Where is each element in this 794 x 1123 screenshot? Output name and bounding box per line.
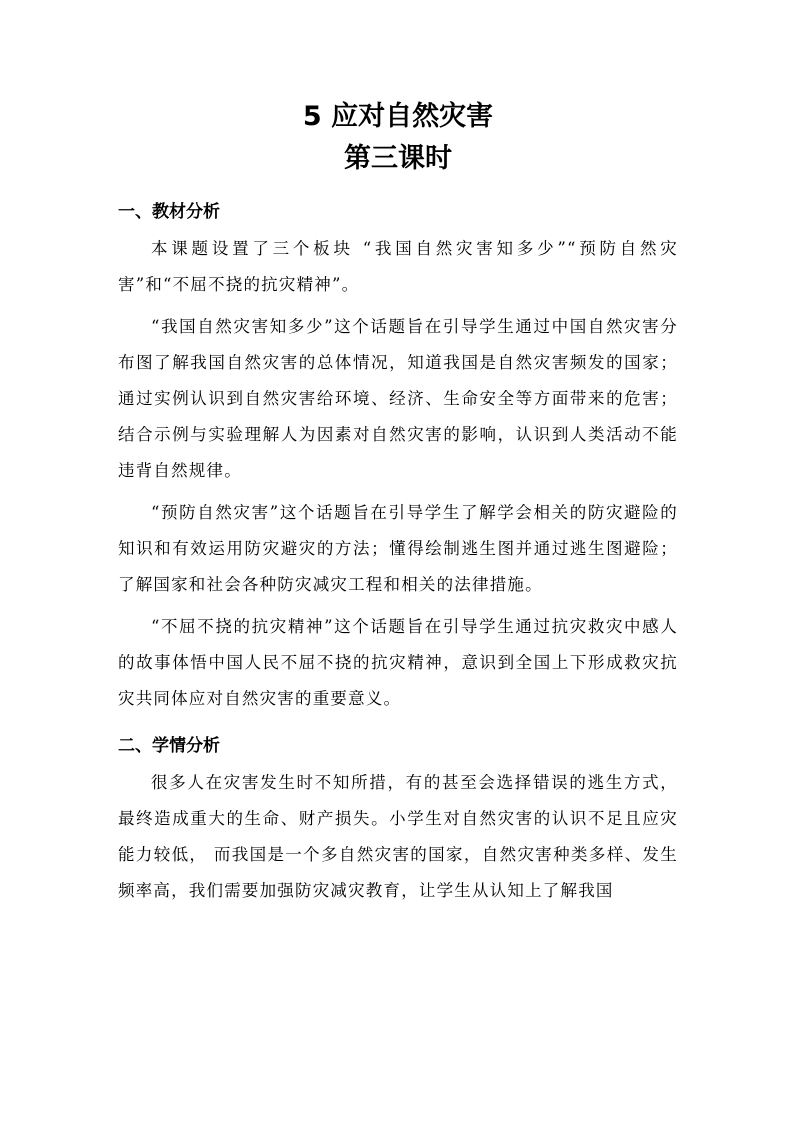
document-title: 5 应对自然灾害: [302, 101, 494, 132]
textbook-analysis-paragraph-1: 本课题设置了三个板块 “我国自然灾害知多少”“预防自然灾害”和“不屈不挠的抗灾精神”。: [118, 239, 678, 294]
textbook-analysis-paragraph-2: “我国自然灾害知多少”这个话题旨在引导学生通过中国自然灾害分布图了解我国自然灾害的总体情况，知道我国是自然灾害频发的国家；通过实例认识到自然灾害给环境、经济、生命安全等方面带来的危害；结合示例与实验理解人为因素对自然灾害的影响，认识到人类活动不能违背自然规律。: [118, 317, 678, 480]
section-heading-learner-analysis: 二、学情分析: [118, 736, 220, 756]
textbook-analysis-paragraph-3: “预防自然灾害”这个话题旨在引导学生了解学会相关的防灾避险的知识和有效运用防灾避灾的方法；懂得绘制逃生图并通过逃生图避险；了解国家和社会各种防灾减灾工程和相关的法律措施。: [118, 503, 678, 594]
lesson-subtitle: 第三课时: [344, 143, 452, 174]
learner-analysis-paragraph-1: 很多人在灾害发生时不知所措，有的甚至会选择错误的逃生方式，最终造成重大的生命、财产损失。小学生对自然灾害的认识不足且应灾能力较低， 而我国是一个多自然灾害的国家，自然灾害种类多样、发生频率高，我们需要加强防灾减灾教育，让学生从认知上了解我国: [118, 773, 678, 900]
textbook-analysis-paragraph-4: “不屈不挠的抗灾精神”这个话题旨在引导学生通过抗灾救灾中感人的故事体悟中国人民不屈不挠的抗灾精神，意识到全国上下形成救灾抗灾共同体应对自然灾害的重要意义。: [118, 617, 678, 708]
section-heading-textbook-analysis: 一、教材分析: [118, 202, 220, 222]
document-page: [118, 96, 678, 909]
